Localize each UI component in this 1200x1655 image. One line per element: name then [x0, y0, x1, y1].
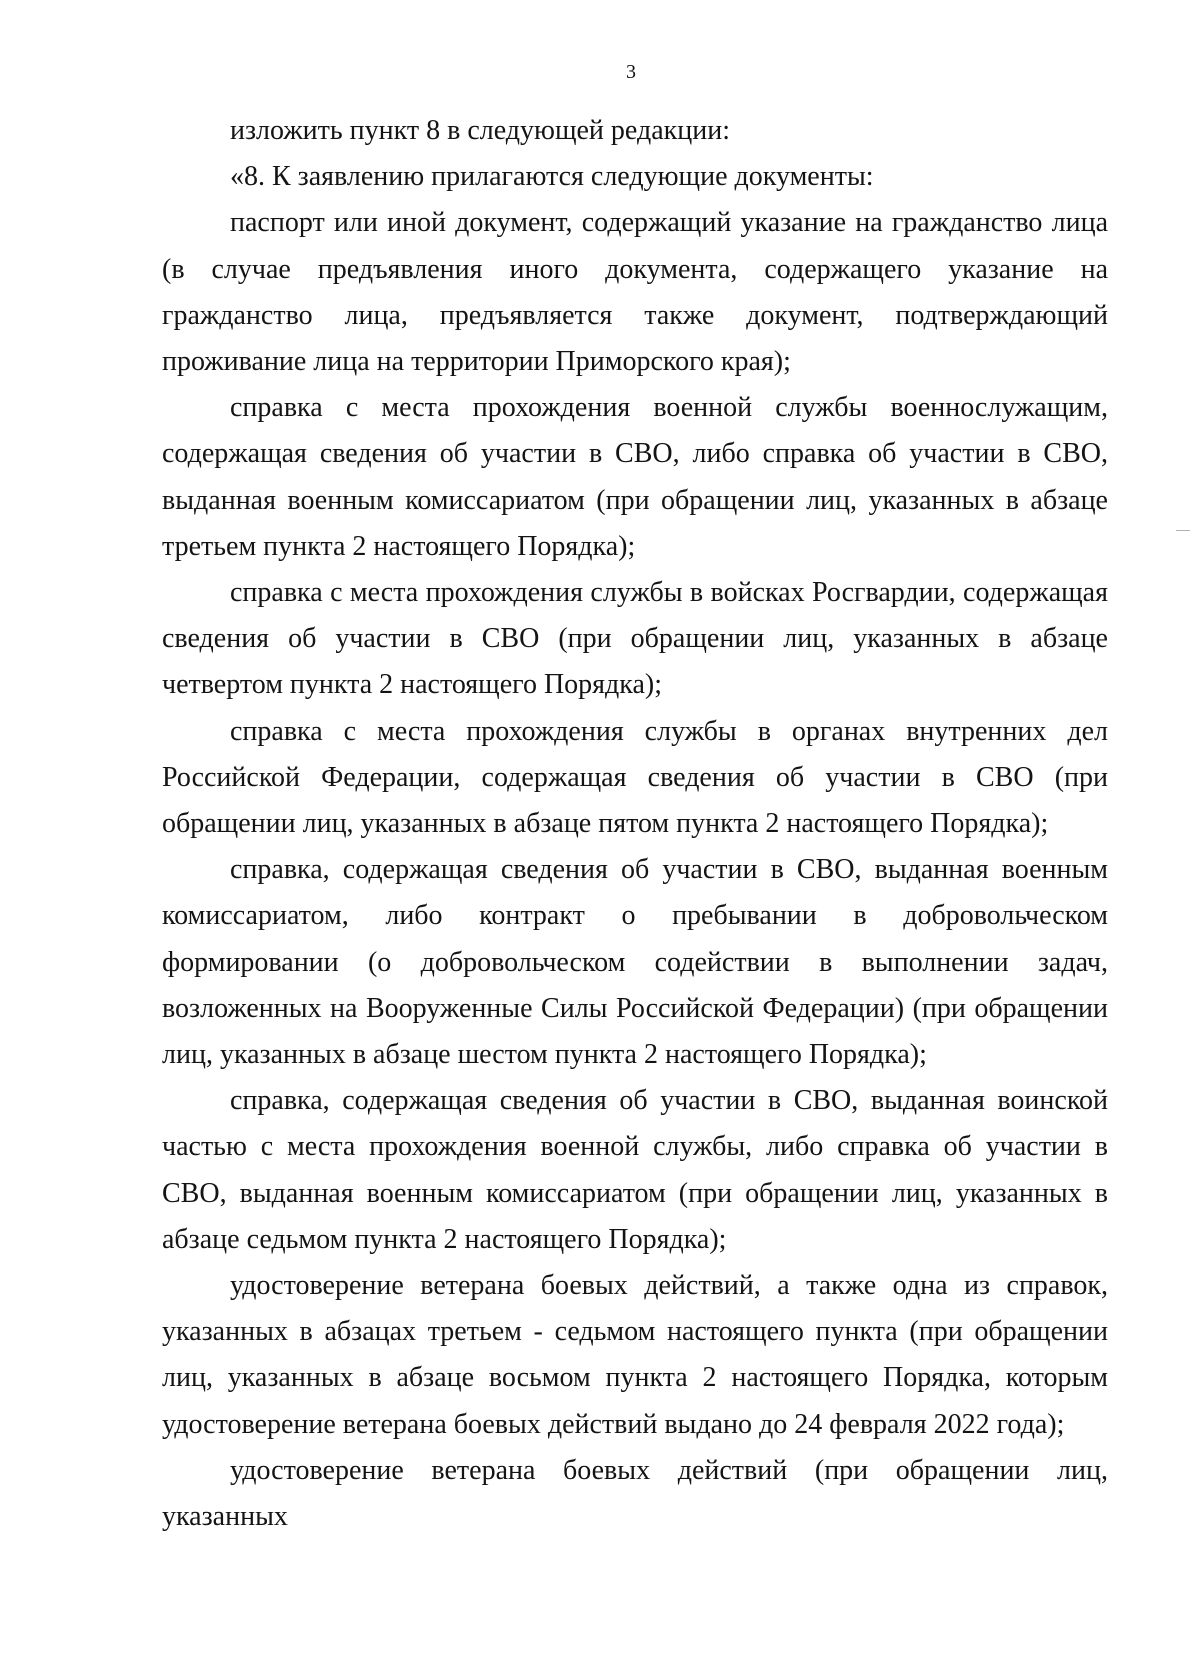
paragraph-rosgvardia-certificate: справка с места прохождения службы в войсках Росгвардии, содержащая сведения об участии в СВО (при обращении лиц, указанных в абзаце четвертом пункта 2 настоящего Порядка); [162, 577, 1108, 701]
document-body [162, 108, 1108, 1540]
paragraph-veteran-certificate-before-2022: удостоверение ветерана боевых действий, а также одна из справок, указанных в абзацах третьем - седьмом настоящего пункта (при обращении лиц, указанных в абзаце восьмом пункта 2 настоящего Порядка, которым удостоверение ветерана боевых действий выдано до 24 февраля 2022 года); [162, 1270, 1108, 1440]
scan-margin-mark [1176, 530, 1190, 531]
page-number: 3 [626, 61, 636, 83]
paragraph-veteran-certificate: удостоверение ветерана боевых действий (при обращении лиц, указанных [162, 1454, 1108, 1533]
paragraph-volunteer-formation: справка, содержащая сведения об участии в СВО, выданная военным комиссариатом, либо контракт о пребывании в добровольческом формировании (о добровольческом содействии в выполнении задач, возложенных на Вооруженные Силы Российской Федерации) (при обращении лиц, указанных в абзаце шестом пункта 2 настоящего Порядка); [162, 854, 1108, 1071]
paragraph-passport: паспорт или иной документ, содержащий указание на гражданство лица (в случае предъявления иного документа, содержащего указание на гражданство лица, предъявляется также документ, подтверждающий проживание лица на территории Приморского края); [162, 207, 1108, 378]
paragraph-amendment-intro: изложить пункт 8 в следующей редакции: [230, 115, 730, 146]
paragraph-military-unit-certificate: справка, содержащая сведения об участии в СВО, выданная воинской частью с места прохождения военной службы, либо справка об участии в СВО, выданная военным комиссариатом (при обращении лиц, указанных в абзаце седьмом пункта 2 настоящего Порядка); [162, 1085, 1108, 1255]
paragraph-internal-affairs-certificate: справка с места прохождения службы в органах внутренних дел Российской Федерации, содержащая сведения об участии в СВО (при обращении лиц, указанных в абзаце пятом пункта 2 настоящего Порядка); [162, 715, 1108, 840]
paragraph-military-service-certificate: справка с места прохождения военной службы военнослужащим, содержащая сведения об участии в СВО, либо справка об участии в СВО, выданная военным комиссариатом (при обращении лиц, указанных в абзаце третьем пункта 2 настоящего Порядка); [162, 392, 1108, 562]
paragraph-item-8-heading: «8. К заявлению прилагаются следующие документы: [230, 161, 874, 193]
